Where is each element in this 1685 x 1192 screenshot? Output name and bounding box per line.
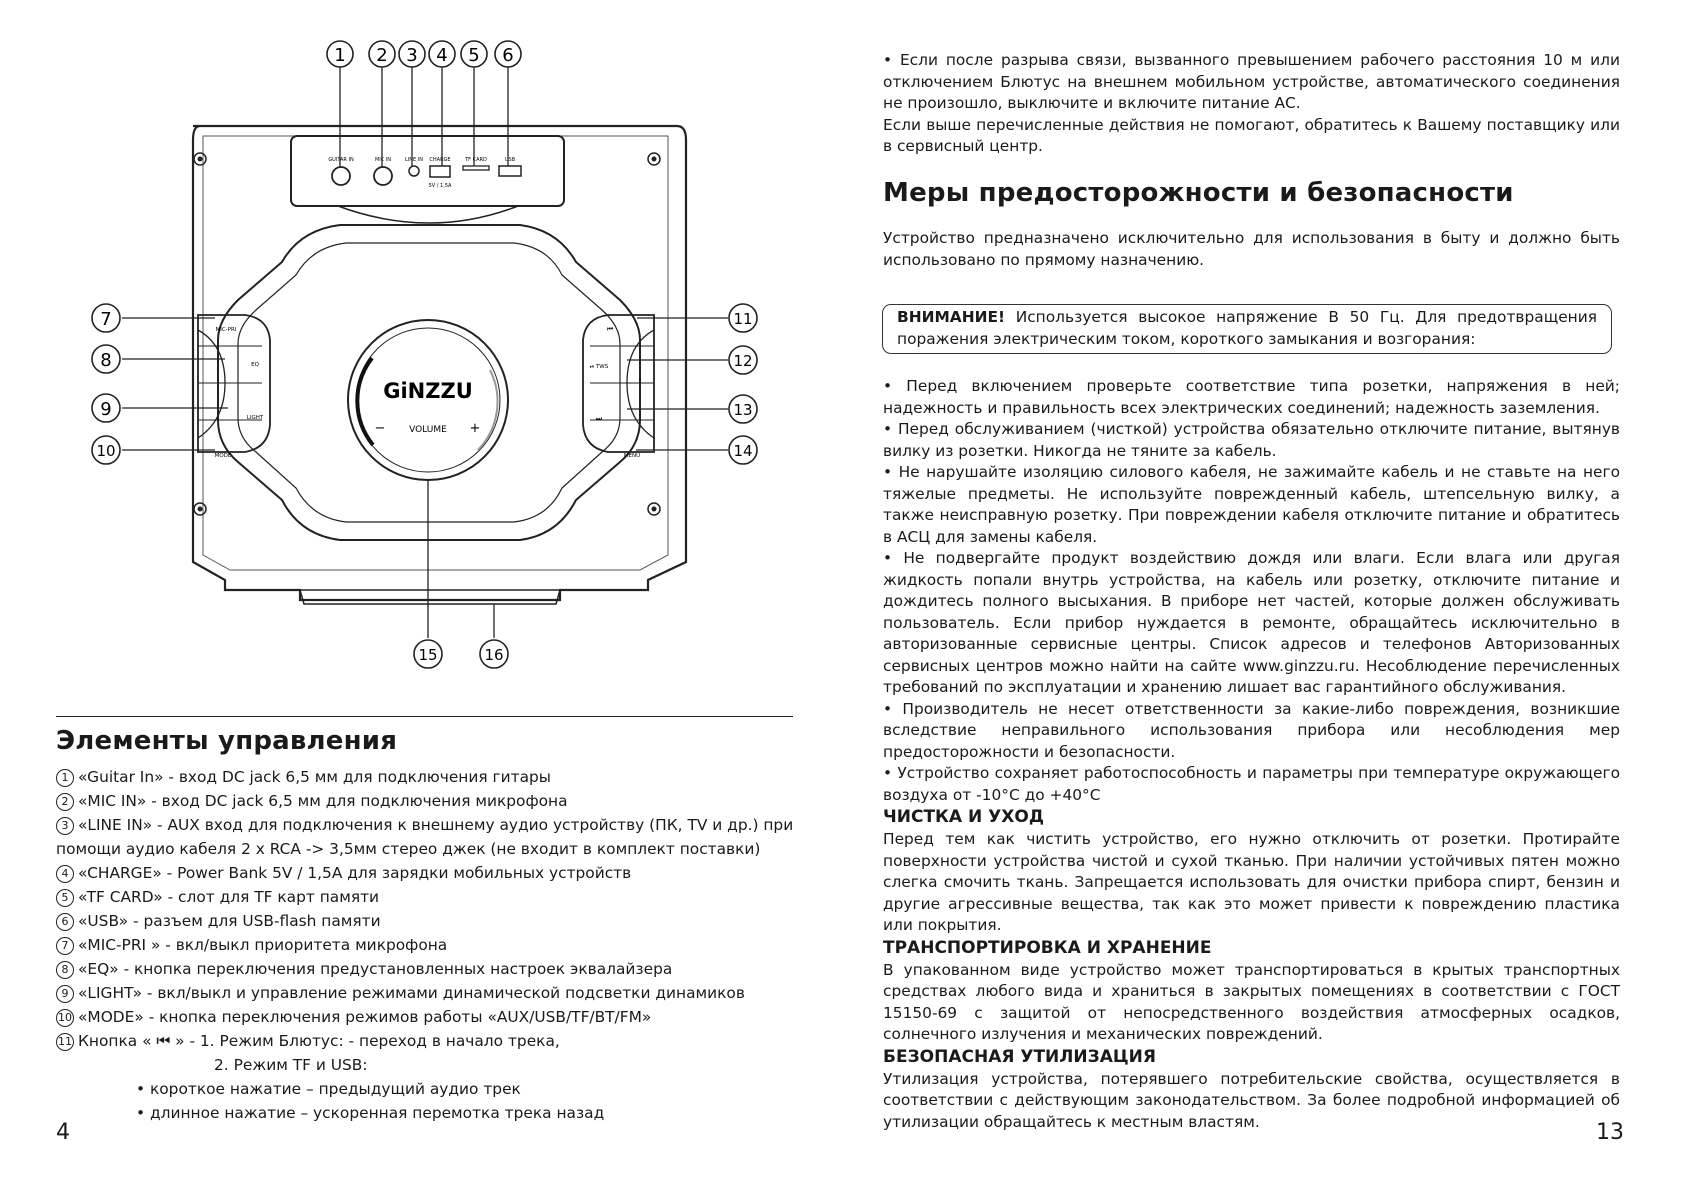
- left-page: [0, 0, 842, 1192]
- warning-label: ВНИМАНИЕ!: [897, 308, 1006, 326]
- control-11-bullet: • длинное нажатие – ускоренная перемотка трека назад: [136, 1104, 605, 1122]
- controls-list: [56, 765, 796, 1125]
- light-button-label: LIGHT: [246, 415, 264, 421]
- safety-item: • Перед обслуживанием (чисткой) устройства обязательно отключите питание, вытянув вилку из розетки. Никогда не тяните за кабель.: [883, 420, 1620, 460]
- transport-heading: ТРАНСПОРТИРОВКА И ХРАНЕНИЕ: [883, 937, 1212, 958]
- callout-12: [729, 346, 757, 374]
- mic-jack-icon: [374, 167, 392, 185]
- speaker-body: [193, 126, 686, 600]
- page-number-left: 4: [56, 1120, 70, 1145]
- svg-text:16: 16: [484, 646, 504, 664]
- svg-text:15: 15: [418, 646, 438, 664]
- callout-16: [480, 640, 508, 668]
- svg-text:1: 1: [334, 45, 346, 66]
- callout-10: [92, 436, 120, 464]
- svg-text:12: 12: [733, 352, 753, 370]
- warning-box: [882, 304, 1612, 354]
- purpose-text: Устройство предназначено исключительно для использования в быту и должно быть использовано по прямому назначению.: [883, 229, 1620, 269]
- control-11-sub: 2. Режим TF и USB:: [214, 1056, 368, 1074]
- svg-text:2: 2: [376, 45, 388, 66]
- left-button-block: [198, 315, 270, 452]
- svg-text:10: 10: [96, 442, 116, 460]
- intro-paragraph: Если выше перечисленные действия не помогают, обратитесь к Вашему поставщику или в сервисный центр.: [883, 115, 1620, 155]
- svg-text:8: 8: [100, 350, 112, 371]
- intro-text: [883, 50, 1620, 158]
- control-item: 8 «EQ» - кнопка переключения предустановленных настроек эквалайзера: [56, 957, 796, 981]
- safety-item: • Не нарушайте изоляцию силового кабеля, не зажимайте кабель и не ставьте на него тяжелые предметы. Не используйте поврежденный кабель, штепсельную вилку, а также неисправную розетку. При повреждении кабеля отключите питание и обратитесь в АСЦ для замены кабеля.: [883, 463, 1620, 546]
- port-panel: [291, 136, 564, 206]
- next-button-icon: ⏭: [595, 415, 603, 423]
- control-item: 4 «CHARGE» - Power Bank 5V / 1,5A для зарядки мобильных устройств: [56, 861, 796, 885]
- callout-15: [414, 640, 442, 668]
- svg-text:13: 13: [733, 401, 753, 419]
- mic-pri-button-label: MIC-PRI: [215, 327, 237, 333]
- control-item: 7 «MIC-PRI » - вкл/выкл приоритета микрофона: [56, 933, 796, 957]
- section-title-safety: Меры предосторожности и безопасности: [883, 178, 1514, 208]
- control-11-bullet: • короткое нажатие – предыдущий аудио трек: [136, 1080, 521, 1098]
- control-item: 11 Кнопка « ⏮ » - 1. Режим Блютус: - переход в начало трека,: [58, 1032, 560, 1050]
- volume-label: VOLUME: [409, 425, 447, 435]
- intro-paragraph: • Если после разрыва связи, вызванного превышением рабочего расстояния 10 м или отключением Блютус на внешнем мобильном устройстве, автоматического соединения не произошло, выключите и включите питание АС.: [883, 51, 1620, 112]
- volume-minus: −: [374, 421, 386, 436]
- safety-item: • Производитель не несет ответственности за какие-либо повреждения, возникшие вследствие неправильного использования прибора или несоблюдения мер предосторожности и безопасности.: [883, 699, 1620, 761]
- callout-3: [399, 41, 425, 67]
- brand-logo: GiNZZU: [383, 379, 473, 403]
- callout-11: [729, 304, 757, 332]
- svg-text:6: 6: [502, 45, 514, 66]
- port-label-guitar: GUITAR IN: [328, 157, 354, 163]
- port-label-usb: USB: [504, 157, 516, 163]
- callout-2: [369, 41, 395, 67]
- transport-text: В упакованном виде устройство может транспортироваться в крытых транспортных средствах любого вида и храниться в закрытых помещениях в соответствии с ГОСТ 15150-69 с защитой от непосредственного воздействия атмосферных осадков, солнечного излучения и механических повреждений.: [883, 960, 1620, 1043]
- svg-text:5: 5: [468, 45, 480, 66]
- charge-rating: 5V / 1,5A: [428, 183, 452, 189]
- menu-button-label: MENU: [623, 453, 641, 459]
- safety-item: • Перед включением проверьте соответствие типа розетки, напряжения в ней; надежность и правильность всех электрических соединений; надежность заземления.: [883, 377, 1620, 417]
- play-tws-button-label: ⏯ TWS: [589, 364, 609, 370]
- callout-4: [429, 41, 455, 67]
- port-label-charge: CHARGE: [429, 157, 451, 163]
- control-item: 6 «USB» - разъем для USB-flash памяти: [56, 909, 796, 933]
- safety-item: • Не подвергайте продукт воздействию дождя или влаги. Если влага или другая жидкость попали внутрь устройства, на кабель или розетку, отключите питание и дождитесь полного высыхания. В приборе нет частей, которые должен обслуживать пользователь. Если прибор нуждается в ремонте, обращайтесь исключительно в авторизованные сервисные центры. Список адресов и телефонов Авторизованных сервисных центров можно найти на сайте www.ginzzu.ru. Несоблюдение перечисленных требований по эксплуатации и хранению лишает вас гарантийного обслуживания.: [883, 549, 1620, 696]
- svg-text:9: 9: [100, 399, 112, 420]
- eq-button-label: EQ: [251, 362, 259, 368]
- cleaning-heading: ЧИСТКА И УХОД: [883, 807, 1044, 827]
- control-item: 1 «Guitar In» - вход DC jack 6,5 мм для подключения гитары: [56, 765, 796, 789]
- svg-text:4: 4: [436, 45, 448, 66]
- cleaning-text: Перед тем как чистить устройство, его нужно отключить от розетки. Протирайте поверхности устройства чистой и сухой тканью. При наличии устойчивых пятен можно слегка смочить ткань. Запрещается использовать для очистки прибора спирт, бензин и другие агрессивные вещества, так как это может привести к повреждению пластика или покрытия.: [883, 830, 1620, 934]
- svg-text:11: 11: [733, 310, 753, 328]
- callout-9: [92, 394, 120, 422]
- callout-6: [495, 41, 521, 67]
- port-label-line: LINE IN: [405, 157, 423, 163]
- control-item: 10 «MODE» - кнопка переключения режимов работы «AUX/USB/TF/BT/FM»: [58, 1008, 652, 1026]
- port-label-tf: TF CARD: [465, 157, 487, 163]
- mode-button-label: MODE: [214, 453, 232, 459]
- safety-item: • Устройство сохраняет работоспособность и параметры при температуре окружающего воздуха от -10°С до +40°С: [883, 764, 1620, 804]
- control-item: 2 «MIC IN» - вход DC jack 6,5 мм для подключения микрофона: [56, 789, 796, 813]
- disposal-text: Утилизация устройства, потерявшего потребительские свойства, осуществляется в соответствии с действующим законодательством. За более подробной информацией об утилизации обращайтесь к местным властям.: [883, 1069, 1620, 1131]
- control-item: 9 «LIGHT» - вкл/выкл и управление режимами динамической подсветки динамиков: [56, 981, 796, 1005]
- svg-text:14: 14: [733, 442, 753, 460]
- disposal-heading: БЕЗОПАСНАЯ УТИЛИЗАЦИЯ: [883, 1046, 1156, 1067]
- usb-port-icon: [499, 166, 521, 176]
- speaker-diagram: [0, 0, 842, 690]
- svg-text:3: 3: [406, 45, 418, 66]
- section-divider: [56, 716, 793, 717]
- callout-13: [729, 395, 757, 423]
- volume-plus: +: [469, 421, 481, 436]
- tf-slot-icon: [463, 166, 489, 170]
- svg-text:7: 7: [100, 309, 112, 330]
- callout-5: [461, 41, 487, 67]
- section-title-controls: Элементы управления: [56, 726, 398, 756]
- guitar-jack-icon: [332, 167, 350, 185]
- warning-text: Используется высокое напряжение В 50 Гц. Для предотвращения поражения электрическим током, короткого замыкания и возгорания:: [897, 308, 1597, 348]
- prev-button-icon: ⏮: [606, 325, 614, 333]
- page-number-right: 13: [1596, 1120, 1624, 1145]
- callout-1: [327, 41, 353, 67]
- charge-port-icon: [430, 166, 450, 177]
- line-in-jack-icon: [409, 166, 419, 176]
- callout-14: [729, 436, 757, 464]
- control-item: 3 «LINE IN» - AUX вход для подключения к внешнему аудио устройству (ПК, TV и др.) при помощи аудио кабеля 2 x RCA -> 3,5мм стерео джек (не входит в комплект поставки): [56, 816, 794, 858]
- port-label-mic: MIC IN: [374, 157, 392, 163]
- callout-7: [92, 304, 120, 332]
- safety-list: [883, 376, 1620, 1133]
- callout-8: [92, 345, 120, 373]
- control-item: 5 «TF CARD» - слот для TF карт памяти: [56, 885, 796, 909]
